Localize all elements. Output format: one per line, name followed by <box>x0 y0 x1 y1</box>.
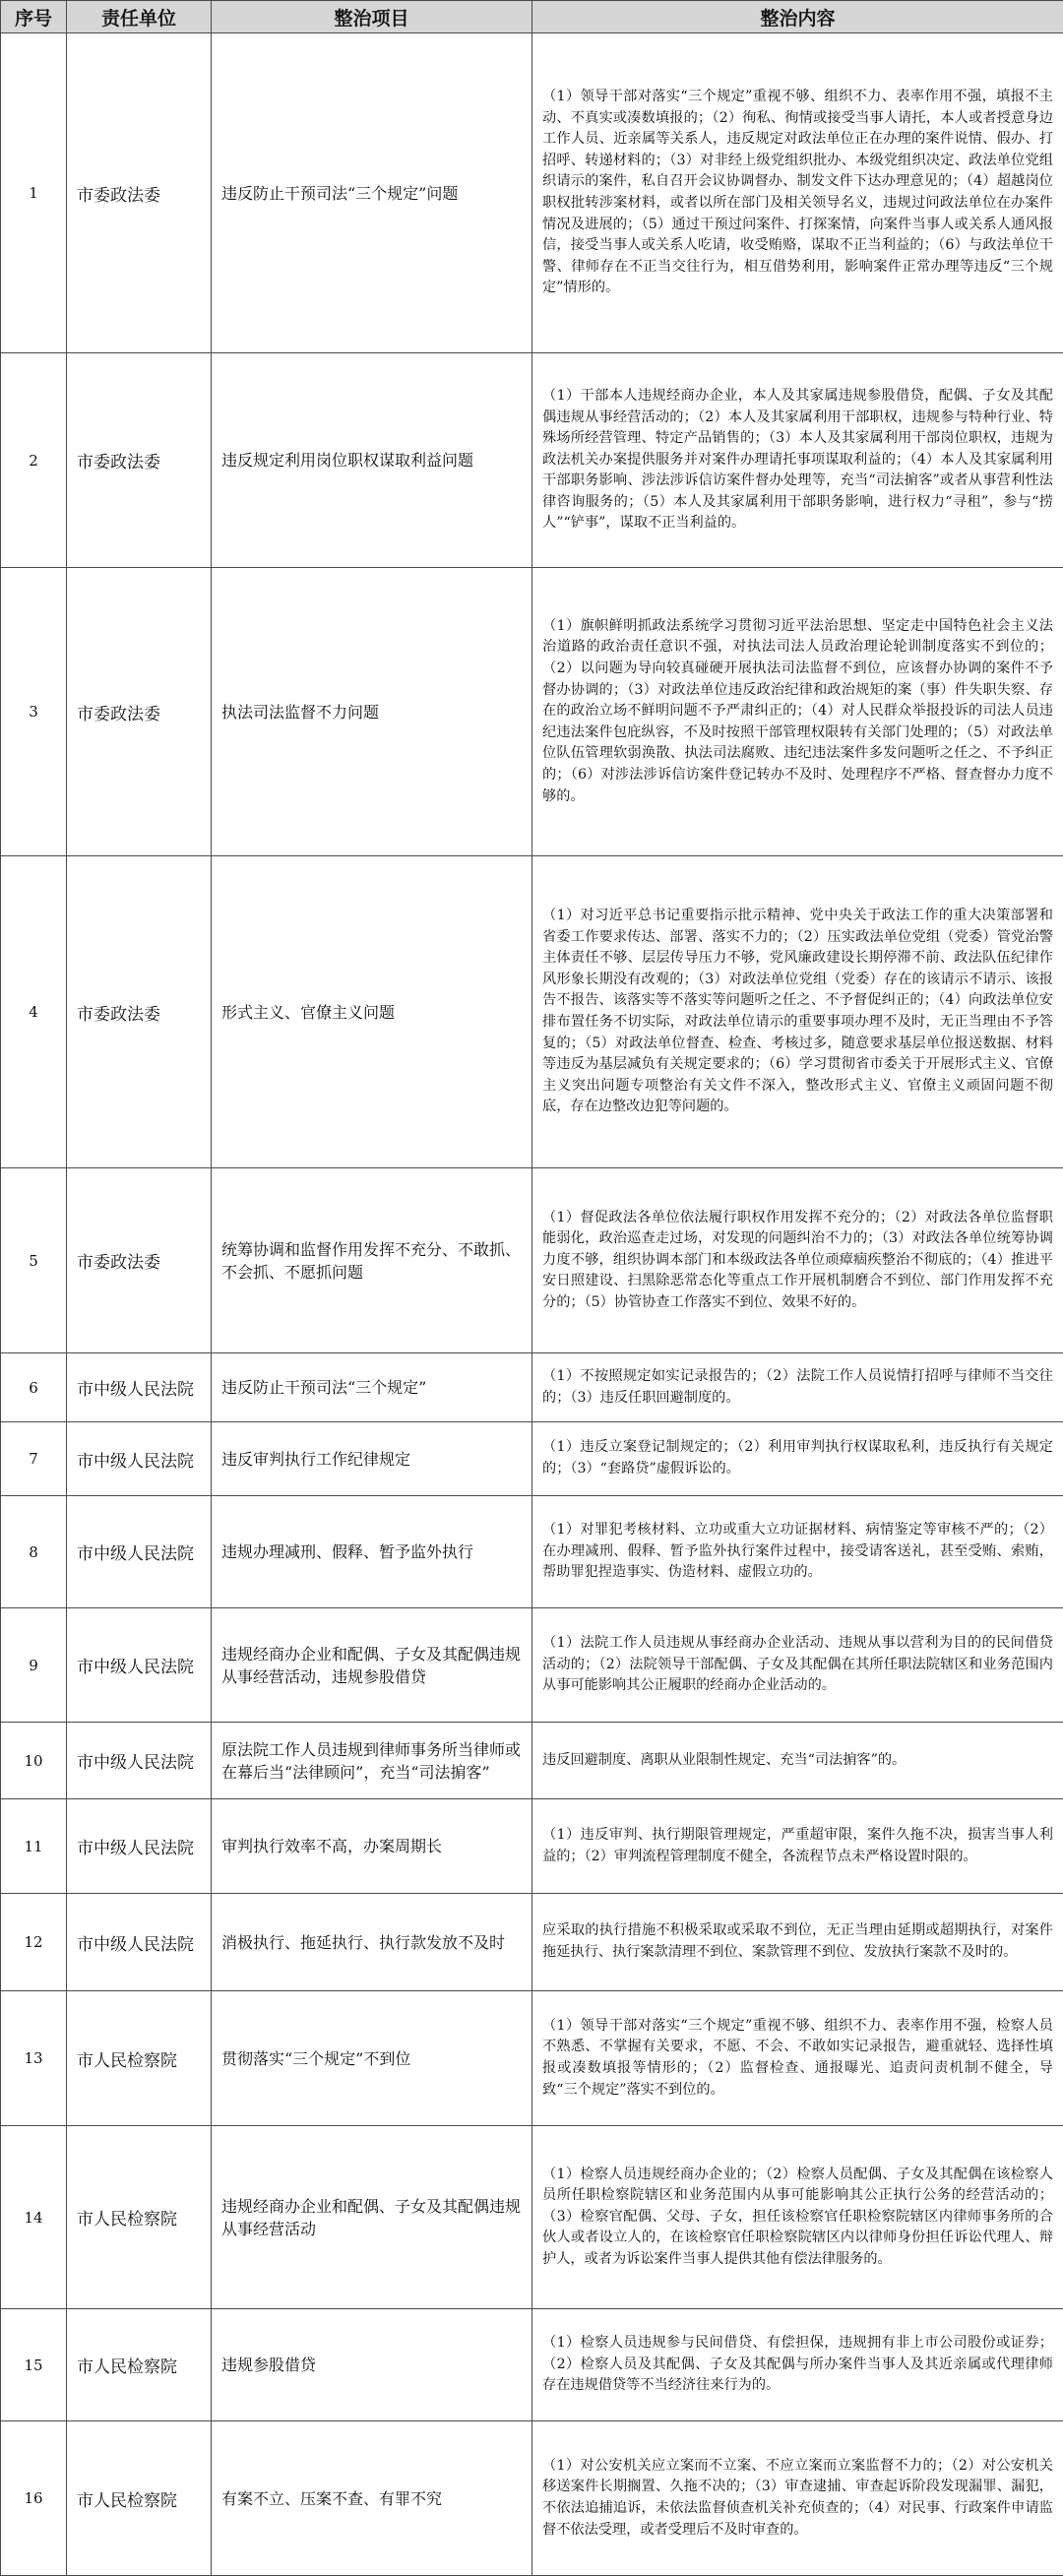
table-row <box>1 2309 1063 2421</box>
rectification-item: 审判执行效率不高，办案周期长 <box>212 1799 532 1894</box>
rectification-item: 违规经商办企业和配偶、子女及其配偶违规从事经营活动 <box>212 2126 532 2309</box>
table-row <box>1 33 1063 353</box>
row-number: 8 <box>1 1496 67 1608</box>
table-row <box>1 2421 1063 2576</box>
rectification-content: 应采取的执行措施不积极采取或采取不到位，无正当理由延期或超期执行，对案件拖延执行、执行案款清理不到位、案款管理不到位、发放执行案款不及时的。 <box>532 1894 1063 1991</box>
row-number: 9 <box>1 1608 67 1723</box>
table-row <box>1 856 1063 1168</box>
row-number: 12 <box>1 1894 67 1991</box>
responsible-unit: 市中级人民法院 <box>67 1894 212 1991</box>
rectification-item: 原法院工作人员违规到律师事务所当律师或在幕后当“法律顾问”，充当“司法掮客” <box>212 1723 532 1799</box>
header-item: 整治项目 <box>212 1 532 33</box>
responsible-unit: 市中级人民法院 <box>67 1608 212 1723</box>
row-number: 11 <box>1 1799 67 1894</box>
rectification-item: 消极执行、拖延执行、执行款发放不及时 <box>212 1894 532 1991</box>
rectification-item: 违反规定利用岗位职权谋取利益问题 <box>212 353 532 568</box>
responsible-unit: 市人民检察院 <box>67 2309 212 2421</box>
row-number: 15 <box>1 2309 67 2421</box>
row-number: 1 <box>1 33 67 353</box>
responsible-unit: 市委政法委 <box>67 856 212 1168</box>
table-row <box>1 1991 1063 2126</box>
responsible-unit: 市人民检察院 <box>67 2126 212 2309</box>
rectification-content: （1）督促政法各单位依法履行职权作用发挥不充分的；（2）对政法各单位监督职能弱化，政治巡查走过场，对发现的问题纠治不力的；（3）对政法各单位统筹协调力度不够，组织协调本部门和本级政法各单位顽瘴痼疾整治不彻底的；（4）推进平安日照建设、扫黑除恶常态化等重点工作开展机制磨合不到位、部门作用发挥不充分的；（5）协管协查工作落实不到位、效果不好的。 <box>532 1168 1063 1353</box>
row-number: 3 <box>1 568 67 856</box>
rectification-content: 违反回避制度、离职从业限制性规定、充当“司法掮客”的。 <box>532 1723 1063 1799</box>
responsible-unit: 市中级人民法院 <box>67 1496 212 1608</box>
row-number: 14 <box>1 2126 67 2309</box>
table-row <box>1 1168 1063 1353</box>
rectification-item: 统筹协调和监督作用发挥不充分、不敢抓、不会抓、不愿抓问题 <box>212 1168 532 1353</box>
rectification-item: 违规参股借贷 <box>212 2309 532 2421</box>
table-row <box>1 1608 1063 1723</box>
rectification-item: 违反防止干预司法“三个规定” <box>212 1353 532 1422</box>
rectification-item: 违反防止干预司法“三个规定”问题 <box>212 33 532 353</box>
rectification-content: （1）违反审判、执行期限管理规定，严重超审限，案件久拖不决，损害当事人利益的；（2）审判流程管理制度不健全，各流程节点未严格设置时限的。 <box>532 1799 1063 1894</box>
rectification-item: 违规经商办企业和配偶、子女及其配偶违规从事经营活动，违规参股借贷 <box>212 1608 532 1723</box>
header-content: 整治内容 <box>532 1 1063 33</box>
header-num: 序号 <box>1 1 67 33</box>
header-unit: 责任单位 <box>67 1 212 33</box>
table-row <box>1 1799 1063 1894</box>
responsible-unit: 市委政法委 <box>67 1168 212 1353</box>
rectification-content: （1）违反立案登记制规定的；（2）利用审判执行权谋取私利，违反执行有关规定的；（3）“套路贷”虚假诉讼的。 <box>532 1422 1063 1496</box>
rectification-content: （1）法院工作人员违规从事经商办企业活动、违规从事以营利为目的的民间借贷活动的；（2）法院领导干部配偶、子女及其配偶在其所任职法院辖区和业务范围内从事可能影响其公正履职的经商办企业活动的。 <box>532 1608 1063 1723</box>
rectification-content: （1）对罪犯考核材料、立功或重大立功证据材料、病情鉴定等审核不严的；（2）在办理减刑、假释、暂予监外执行案件过程中，接受请客送礼，甚至受贿、索贿，帮助罪犯捏造事实、伪造材料、虚假立功的。 <box>532 1496 1063 1608</box>
table-row <box>1 1894 1063 1991</box>
row-number: 13 <box>1 1991 67 2126</box>
responsible-unit: 市中级人民法院 <box>67 1723 212 1799</box>
row-number: 16 <box>1 2421 67 2576</box>
rectification-content: （1）对习近平总书记重要指示批示精神、党中央关于政法工作的重大决策部署和省委工作要求传达、部署、落实不力的；（2）压实政法单位党组（党委）管党治警主体责任不够、层层传导压力不够，党风廉政建设长期停滞不前、政法队伍纪律作风形象长期没有改观的；（3）对政法单位党组（党委）存在的该请示不请示、该报告不报告、该落实等不落实等问题听之任之、不予督促纠正的；（4）向政法单位安排布置任务不切实际，对政法单位请示的重要事项办理不及时，无正当理由不予答复的；（5）对政法单位督查、检查、考核过多，随意要求基层单位报送数据、材料等违反为基层减负有关规定要求的；（6）学习贯彻省市委关于开展形式主义、官僚主义突出问题专项整治有关文件不深入，整改形式主义、官僚主义顽固问题不彻底，存在边整改边犯等问题的。 <box>532 856 1063 1168</box>
table-row <box>1 568 1063 856</box>
row-number: 5 <box>1 1168 67 1353</box>
rectification-content: （1）干部本人违规经商办企业，本人及其家属违规参股借贷，配偶、子女及其配偶违规从事经营活动的；（2）本人及其家属利用干部职权，违规参与特种行业、特殊场所经营管理、特定产品销售的；（3）本人及其家属利用干部岗位职权，违规为政法机关办案提供服务并对案件办理请托事项谋取利益的；（4）本人及其家属利用干部职务影响、涉法涉诉信访案件督办处理等，充当“司法掮客”或者从事营利性法律咨询服务的；（5）本人及其家属利用干部职务影响，进行权力“寻租”，参与“捞人”“铲事”，谋取不正当利益的。 <box>532 353 1063 568</box>
responsible-unit: 市委政法委 <box>67 33 212 353</box>
rectification-content: （1）领导干部对落实“三个规定”重视不够、组织不力、表率作用不强，检察人员不熟悉、不掌握有关要求，不愿、不会、不敢如实记录报告，避重就轻、选择性填报或凑数填报等情形的；（2）监督检查、通报曝光、追责问责机制不健全，导致“三个规定”落实不到位的。 <box>532 1991 1063 2126</box>
row-number: 4 <box>1 856 67 1168</box>
rectification-item: 贯彻落实“三个规定”不到位 <box>212 1991 532 2126</box>
responsible-unit: 市人民检察院 <box>67 2421 212 2576</box>
row-number: 10 <box>1 1723 67 1799</box>
rectification-content: （1）旗帜鲜明抓政法系统学习贯彻习近平法治思想、坚定走中国特色社会主义法治道路的政治责任意识不强，对执法司法人员政治理论轮训制度落实不到位的；（2）以问题为导向较真碰硬开展执法司法监督不到位，应该督办协调的案件不予督办协调的；（3）对政法单位违反政治纪律和政治规矩的案（事）件失职失察、存在的政治立场不鲜明问题不予严肃纠正的；（4）对人民群众举报投诉的司法人员违纪违法案件包庇纵容，不及时按照干部管理权限转有关部门处理的；（5）对政法单位队伍管理软弱涣散、执法司法腐败、违纪违法案件多发问题听之任之、不予纠正的；（6）对涉法涉诉信访案件登记转办不及时、处理程序不严格、督查督办力度不够的。 <box>532 568 1063 856</box>
table-row <box>1 1496 1063 1608</box>
responsible-unit: 市中级人民法院 <box>67 1799 212 1894</box>
table-row <box>1 2126 1063 2309</box>
rectification-content: （1）检察人员违规参与民间借贷、有偿担保，违规拥有非上市公司股份或证券；（2）检察人员及其配偶、子女及其配偶与所办案件当事人及其近亲属或代理律师存在违规借贷等不当经济往来行为的。 <box>532 2309 1063 2421</box>
rectification-content: （1）检察人员违规经商办企业的；（2）检察人员配偶、子女及其配偶在该检察人员所任职检察院辖区和业务范围内从事可能影响其公正执行公务的经营活动的；（3）检察官配偶、父母、子女，担任该检察官任职检察院辖区内律师事务所的合伙人或者设立人的，在该检察官任职检察院辖区内以律师身份担任诉讼代理人、辩护人，或者为诉讼案件当事人提供其他有偿法律服务的。 <box>532 2126 1063 2309</box>
table-row <box>1 353 1063 568</box>
row-number: 7 <box>1 1422 67 1496</box>
responsible-unit: 市中级人民法院 <box>67 1353 212 1422</box>
rectification-item: 违规办理减刑、假释、暂予监外执行 <box>212 1496 532 1608</box>
responsible-unit: 市中级人民法院 <box>67 1422 212 1496</box>
rectification-item: 违反审判执行工作纪律规定 <box>212 1422 532 1496</box>
responsible-unit: 市委政法委 <box>67 568 212 856</box>
table-header-row <box>1 1 1063 33</box>
rectification-content: （1）对公安机关应立案而不立案、不应立案而立案监督不力的；（2）对公安机关移送案件长期搁置、久拖不决的；（3）审查逮捕、审查起诉阶段发现漏罪、漏犯，不依法追捕追诉，未依法监督侦查机关补充侦查的；（4）对民事、行政案件申请监督不依法受理，或者受理后不及时审查的。 <box>532 2421 1063 2576</box>
table-row <box>1 1353 1063 1422</box>
rectification-item: 形式主义、官僚主义问题 <box>212 856 532 1168</box>
responsible-unit: 市人民检察院 <box>67 1991 212 2126</box>
table-row <box>1 1723 1063 1799</box>
rectification-content: （1）不按照规定如实记录报告的；（2）法院工作人员说情打招呼与律师不当交往的；（3）违反任职回避制度的。 <box>532 1353 1063 1422</box>
table-row <box>1 1422 1063 1496</box>
row-number: 6 <box>1 1353 67 1422</box>
rectification-content: （1）领导干部对落实“三个规定”重视不够、组织不力、表率作用不强，填报不主动、不真实或凑数填报的；（2）徇私、徇情或接受当事人请托，本人或者授意身边工作人员、近亲属等关系人，违反规定对政法单位正在办理的案件说情、假办、打招呼、转递材料的；（3）对非经上级党组织批办、本级党组织决定、政法单位党组织请示的案件，私自召开会议协调督办、制发文件下达办理意见的；（4）超越岗位职权批转涉案材料，或者以所在部门及相关领导名义，违规过问政法单位在办案件情况及进展的；（5）通过干预过问案件、打探案情，向案件当事人或关系人通风报信，接受当事人或关系人吃请，收受贿赂，谋取不正当利益的；（6）与政法单位干警、律师存在不正当交往行为，相互借势利用，影响案件正常办理等违反“三个规定”情形的。 <box>532 33 1063 353</box>
row-number: 2 <box>1 353 67 568</box>
rectification-item: 有案不立、压案不查、有罪不究 <box>212 2421 532 2576</box>
rectification-item: 执法司法监督不力问题 <box>212 568 532 856</box>
responsible-unit: 市委政法委 <box>67 353 212 568</box>
